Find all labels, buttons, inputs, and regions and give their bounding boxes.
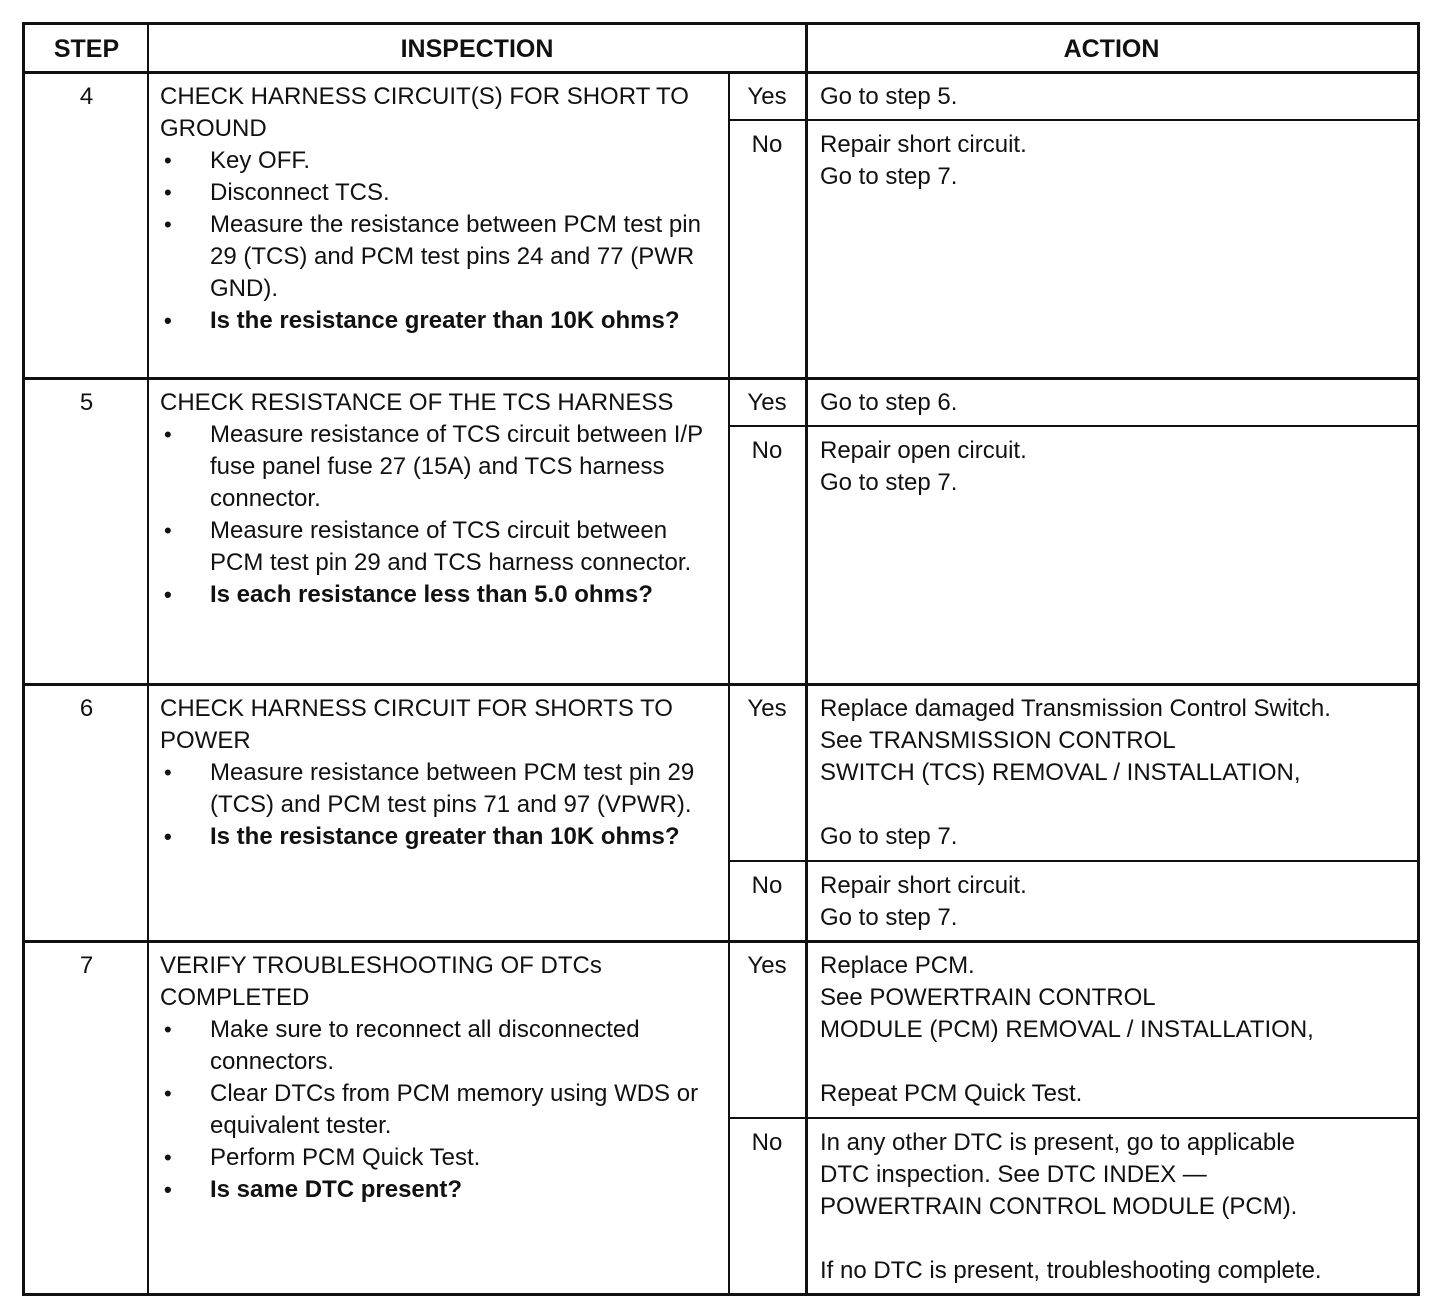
no-action: In any other DTC is present, go to applicable DTC inspection. See DTC INDEX — POWERTRAIN CONTROL MODULE (PCM). If no DTC is present, troubleshooting complete. (820, 1129, 1322, 1284)
inspection-cell (148, 379, 728, 611)
no-label: No (751, 1129, 783, 1156)
inspection-bullet: • Measure resistance of TCS circuit between PCM test pin 29 and TCS harness connector. (160, 515, 718, 579)
inspection-bullet: • Perform PCM Quick Test. (160, 1142, 718, 1174)
no-action: Repair short circuit. Go to step 7. (820, 131, 1027, 190)
yes-label: Yes (747, 389, 787, 416)
inspection-cell (148, 685, 728, 853)
yes-action: Go to step 5. (820, 83, 958, 110)
yes-no-divider (728, 860, 1417, 862)
header-step: STEP (53, 35, 120, 63)
inspection-title: VERIFY TROUBLESHOOTING OF DTCs COMPLETED (160, 952, 602, 1011)
no-action: Repair open circuit. Go to step 7. (820, 437, 1027, 496)
yes-action: Replace PCM. See POWERTRAIN CONTROL MODULE (PCM) REMOVAL / INSTALLATION, Repeat PCM Quick Test. (820, 952, 1314, 1107)
inspection-question: • Is each resistance less than 5.0 ohms? (160, 579, 718, 611)
inspection-bullet: • Key OFF. (160, 145, 718, 177)
inspection-question: • Is same DTC present? (160, 1174, 718, 1206)
step-number: 7 (79, 952, 94, 979)
yes-action: Replace damaged Transmission Control Switch. See TRANSMISSION CONTROL SWITCH (TCS) REMOVAL / INSTALLATION, Go to step 7. (820, 695, 1331, 850)
inspection-title: CHECK HARNESS CIRCUIT(S) FOR SHORT TO GROUND (160, 83, 689, 142)
yes-no-divider (728, 1117, 1417, 1119)
inspection-bullet: • Clear DTCs from PCM memory using WDS or equivalent tester. (160, 1078, 718, 1142)
no-label: No (751, 437, 783, 464)
inspection-list (160, 1014, 718, 1206)
column-divider (728, 72, 730, 1293)
inspection-cell (148, 942, 728, 1206)
yes-label: Yes (747, 695, 787, 722)
inspection-list (160, 757, 718, 853)
yes-label: Yes (747, 83, 787, 110)
inspection-bullet: • Make sure to reconnect all disconnected connectors. (160, 1014, 718, 1078)
troubleshooting-table (22, 22, 1420, 1296)
inspection-cell (148, 73, 728, 337)
header-inspection: INSPECTION (400, 35, 554, 63)
inspection-bullet: • Measure resistance of TCS circuit between I/P fuse panel fuse 27 (15A) and TCS harness connector. (160, 419, 718, 515)
column-divider (147, 25, 149, 1293)
header-action: ACTION (1063, 35, 1160, 63)
yes-action: Go to step 6. (820, 389, 958, 416)
step-number: 5 (79, 389, 94, 416)
header-divider (25, 71, 1417, 74)
inspection-question: • Is the resistance greater than 10K ohms? (160, 305, 718, 337)
yes-no-divider (728, 425, 1417, 427)
column-divider (805, 25, 808, 1293)
inspection-bullet: • Measure the resistance between PCM test pin 29 (TCS) and PCM test pins 24 and 77 (PWR GND). (160, 209, 718, 305)
inspection-title: CHECK RESISTANCE OF THE TCS HARNESS (160, 389, 674, 416)
row-divider (25, 377, 1417, 380)
step-number: 4 (79, 83, 94, 110)
row-divider (25, 683, 1417, 686)
inspection-bullet: • Disconnect TCS. (160, 177, 718, 209)
inspection-title: CHECK HARNESS CIRCUIT FOR SHORTS TO POWER (160, 695, 673, 754)
step-number: 6 (79, 695, 94, 722)
row-divider (25, 940, 1417, 943)
yes-label: Yes (747, 952, 787, 979)
no-action: Repair short circuit. Go to step 7. (820, 872, 1027, 931)
no-label: No (751, 131, 783, 158)
inspection-question: • Is the resistance greater than 10K ohms? (160, 821, 718, 853)
inspection-list (160, 419, 718, 611)
no-label: No (751, 872, 783, 899)
yes-no-divider (728, 119, 1417, 121)
inspection-list (160, 145, 718, 337)
inspection-bullet: • Measure resistance between PCM test pin 29 (TCS) and PCM test pins 71 and 97 (VPWR). (160, 757, 718, 821)
